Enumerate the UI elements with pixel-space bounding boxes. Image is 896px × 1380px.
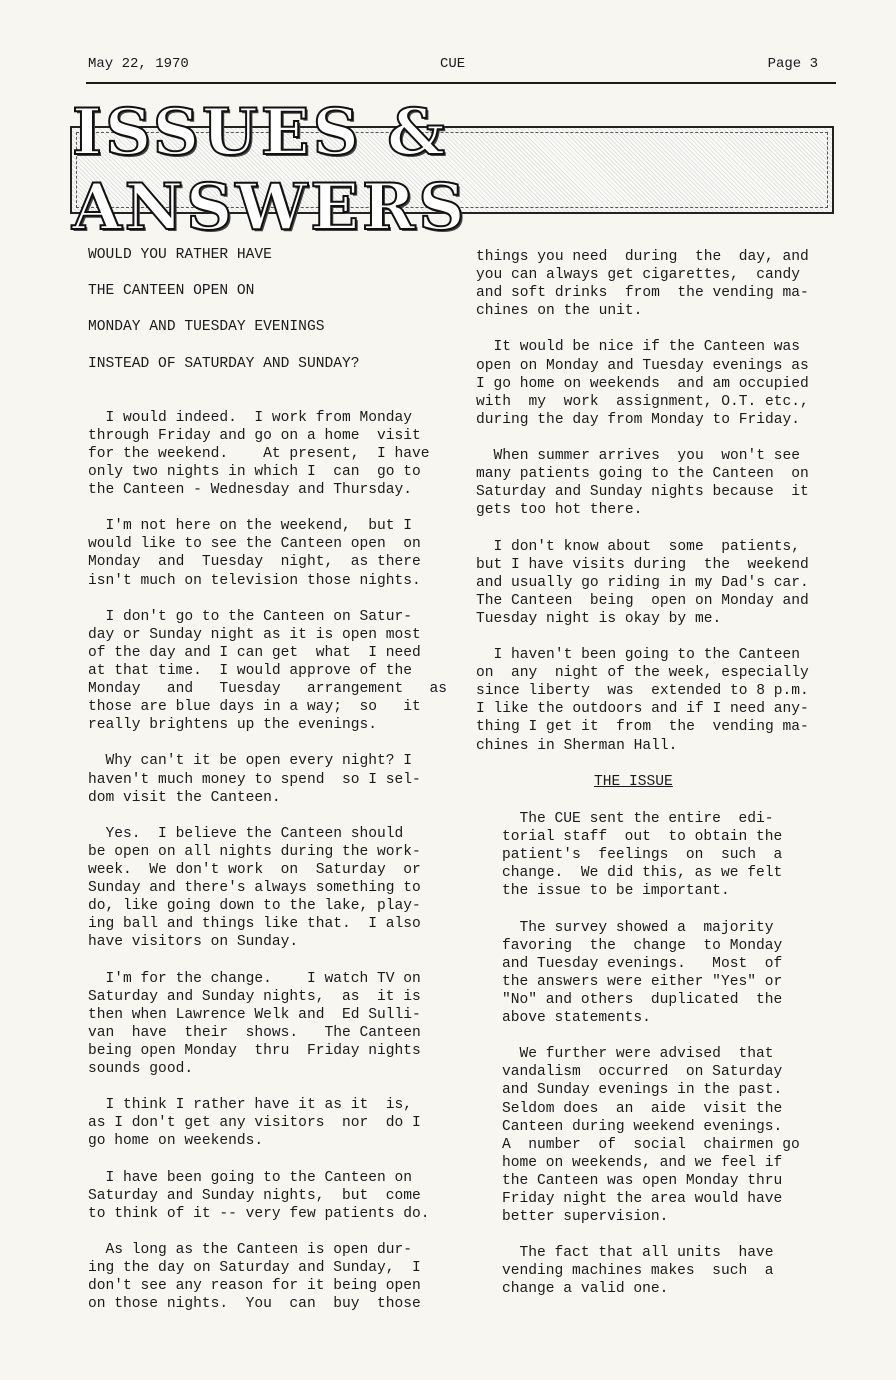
page-number: Page 3 xyxy=(767,56,818,72)
issue-paragraph: We further were advised that vandalism occurred on Saturday and Sunday evenings in the past. Seldom does an aide visit the Canteen during weekend evenings. A number of social chairmen go home on weekends, and we feel if the Canteen was open Monday thru Friday night the area would have better supervision. xyxy=(502,1046,800,1226)
response-paragraph: I'm for the change. I watch TV on Saturday and Sunday nights, as it is then when Lawrence Welk and Ed Sulli- van have their shows. The Canteen being open Monday thru Friday nights sounds good. xyxy=(88,970,421,1078)
issue-heading: THE ISSUE xyxy=(594,774,673,790)
response-paragraph: It would be nice if the Canteen was open on Monday and Tuesday evenings as I go home on weekends and am occupied with my work assignment, O.T. etc., during the day from Monday to Friday. xyxy=(476,339,809,428)
response-paragraph: I would indeed. I work from Monday through Friday and go on a home visit for the weekend. At present, I have only two nights in which I can go to the Canteen - Wednesday and Thursday. xyxy=(88,409,430,499)
response-paragraph: When summer arrives you won't see many patients going to the Canteen on Saturday and Sunday nights because it gets too hot there. xyxy=(476,448,809,519)
issue-date: May 22, 1970 xyxy=(88,56,189,72)
section-title: ISSUES & ANSWERS xyxy=(72,95,468,245)
response-paragraph: I don't go to the Canteen on Satur- day or Sunday night as it is open most of the day and I can get what I need at that time. I would approve of the Monday and Tuesday arrangement as those are blue days in a way; so it really brightens up the evenings. xyxy=(88,608,448,734)
issue-paragraph: The CUE sent the entire edi- torial staff out to obtain the patient's feelings on such a change. We did this, as we felt the issue to be important. xyxy=(502,811,783,900)
question-line: WOULD YOU RATHER HAVE xyxy=(88,247,272,263)
issue-paragraph: The fact that all units have vending machines makes such a change a valid one. xyxy=(502,1245,774,1298)
right-column-issue xyxy=(502,810,802,1317)
response-paragraph: Yes. I believe the Canteen should be open on all nights during the work- week. We don't work on Saturday or Sunday and there's always something to do, like going down to the lake, play- ing ball and things like that. I also have visitors on Sunday. xyxy=(88,825,421,951)
response-paragraph: I don't know about some patients, but I have visits during the weekend and usually go riding in my Dad's car. The Canteen being open on Monday and Tuesday night is okay by me. xyxy=(476,538,809,627)
response-paragraph: I haven't been going to the Canteen on any night of the week, especially since liberty was extended to 8 p.m. I like the outdoors and if I need any- thing I get it from the vending ma- chines in Sherman Hall. xyxy=(476,647,809,754)
response-paragraph: things you need during the day, and you can always get cigarettes, candy and soft drinks from the vending ma- chines on the unit. xyxy=(476,249,809,320)
response-paragraph: I have been going to the Canteen on Saturday and Sunday nights, but come to think of it -- very few patients do. xyxy=(88,1169,430,1222)
question-line: MONDAY AND TUESDAY EVENINGS xyxy=(88,319,325,336)
response-paragraph: As long as the Canteen is open dur- ing the day on Saturday and Sunday, I don't see any reason for it being open on those nights. You can buy those xyxy=(88,1241,421,1313)
publication-name: CUE xyxy=(440,56,466,72)
response-paragraph: I think I rather have it as it is, as I don't get any visitors nor do I go home on weekends. xyxy=(88,1097,421,1150)
response-paragraph: I'm not here on the weekend, but I would like to see the Canteen open on Monday and Tuesday night, as there isn't much on television those nights. xyxy=(88,518,421,589)
page-header xyxy=(88,56,818,78)
right-column-top xyxy=(476,248,826,773)
response-paragraph: Why can't it be open every night? I haven't much money to spend so I sel- dom visit the Canteen. xyxy=(88,753,421,806)
header-rule xyxy=(86,82,836,84)
section-banner xyxy=(70,95,834,245)
question-line: INSTEAD OF SATURDAY AND SUNDAY? xyxy=(88,355,360,372)
left-column xyxy=(88,246,448,1331)
question-line: THE CANTEEN OPEN ON xyxy=(88,283,255,300)
issue-paragraph: The survey showed a majority favoring the change to Monday and Tuesday evenings. Most of the answers were either "Yes" or "No" and others duplicated the above statements. xyxy=(502,919,783,1027)
